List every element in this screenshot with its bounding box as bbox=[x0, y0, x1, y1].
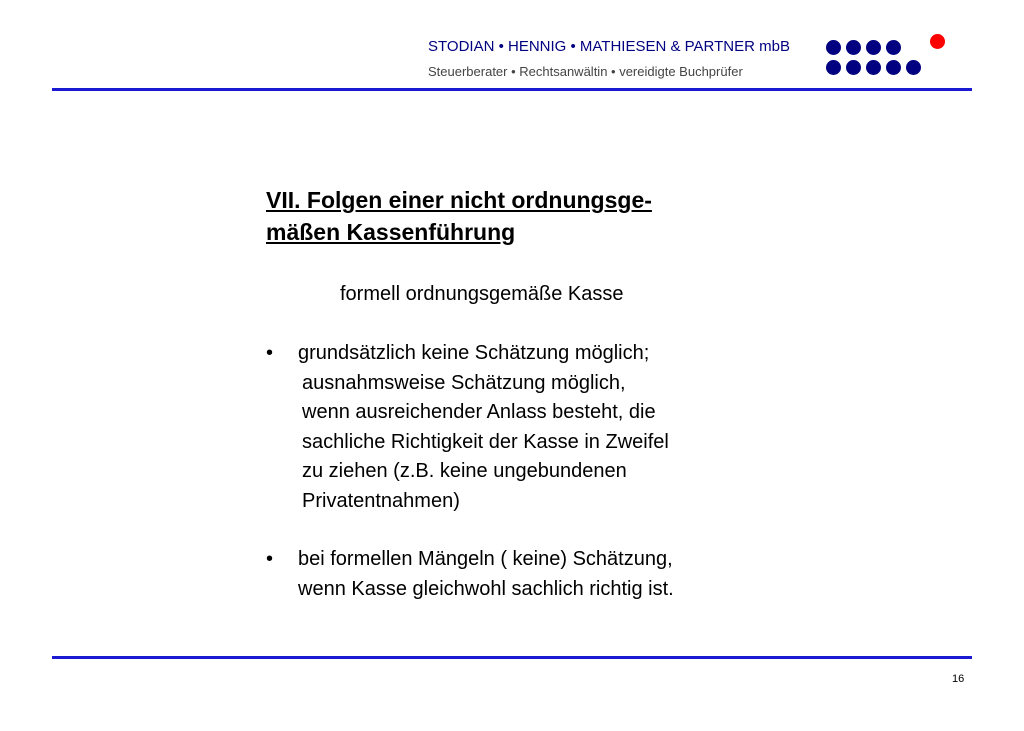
slide-header bbox=[0, 0, 1024, 92]
bullet-item bbox=[266, 339, 786, 516]
page-number: 16 bbox=[952, 673, 965, 685]
bullet-line: ausnahmsweise Schätzung möglich, bbox=[302, 371, 626, 394]
logo-dot bbox=[886, 40, 901, 55]
slide-subtitle: formell ordnungsgemäße Kasse bbox=[340, 283, 624, 305]
bullet-item bbox=[266, 545, 786, 604]
footer-divider bbox=[52, 656, 972, 659]
firm-logo bbox=[0, 0, 1024, 92]
slide-title-line: mäßen Kassenführung bbox=[266, 219, 516, 245]
bullet-list bbox=[266, 339, 786, 604]
logo-dot bbox=[866, 60, 881, 75]
slide-title bbox=[266, 184, 746, 248]
firm-subtitle: Steuerberater • Rechtsanwältin • vereidigte Buchprüfer bbox=[428, 64, 743, 79]
header-divider bbox=[52, 88, 972, 91]
slide-title-line: VII. Folgen einer nicht ordnungsge- bbox=[266, 187, 652, 213]
logo-dot bbox=[866, 40, 881, 55]
logo-dot bbox=[906, 60, 921, 75]
bullet-line: wenn ausreichender Anlass besteht, die bbox=[302, 401, 656, 423]
bullet-marker: • bbox=[266, 342, 274, 364]
bullet-line: wenn Kasse gleichwohl sachlich richtig ist. bbox=[298, 577, 674, 600]
bullet-line: sachliche Richtigkeit der Kasse in Zweifel bbox=[302, 430, 669, 453]
bullet-line: zu ziehen (z.B. keine ungebundenen bbox=[302, 460, 627, 482]
logo-dot bbox=[826, 40, 841, 55]
firm-name: STODIAN • HENNIG • MATHIESEN & PARTNER mbB bbox=[428, 38, 790, 55]
logo-dot bbox=[846, 40, 861, 55]
bullet-line: bei formellen Mängeln ( keine) Schätzung, bbox=[298, 548, 673, 570]
logo-dot bbox=[886, 60, 901, 75]
bullet-line: grundsätzlich keine Schätzung möglich; bbox=[298, 342, 650, 364]
logo-dot bbox=[826, 60, 841, 75]
logo-accent-dot bbox=[930, 34, 945, 49]
logo-dot bbox=[846, 60, 861, 75]
bullet-line: Privatentnahmen) bbox=[302, 489, 460, 512]
bullet-marker: • bbox=[266, 548, 274, 570]
